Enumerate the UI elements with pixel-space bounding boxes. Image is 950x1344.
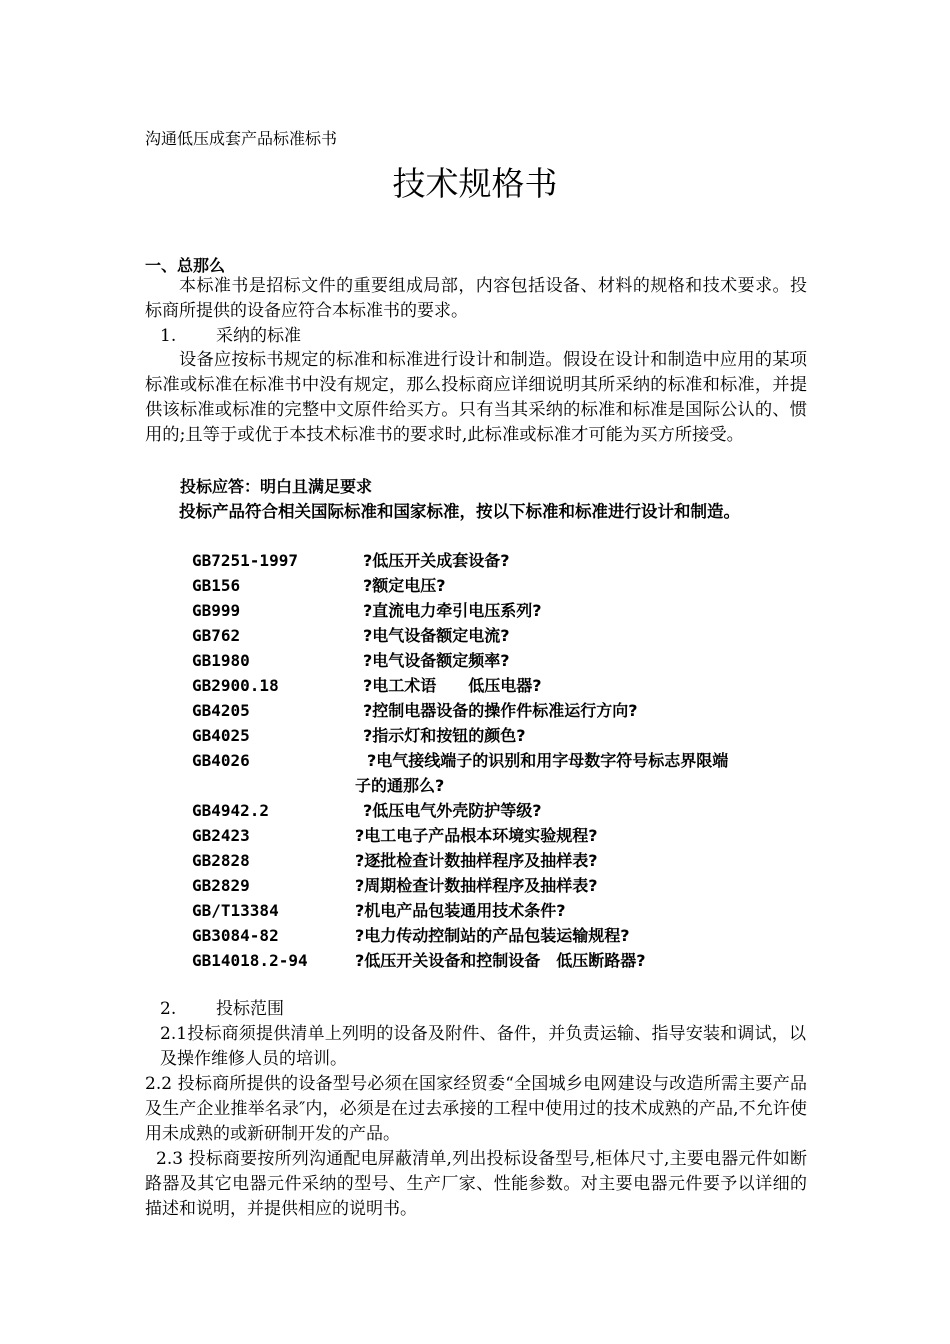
standard-name: ?低压开关设备和控制设备 低压断路器? xyxy=(355,951,646,970)
item2-1-paragraph: 2.1投标商须提供清单上列明的设备及附件、备件，并负责运输、指导安装和调试，以及操作维修人员的培训。 xyxy=(160,1024,806,1069)
standard-name: ?逐批检查计数抽样程序及抽样表? xyxy=(355,851,598,870)
intro-paragraph: 本标准书是招标文件的重要组成局部，内容包括设备、材料的规格和技术要求。投标商所提供的设备应符合本标准书的要求。 xyxy=(145,276,807,321)
standard-code: GB2828 xyxy=(192,851,250,870)
standard-code: GB3084-82 xyxy=(192,926,279,945)
standard-name: ?电工术语 低压电器? xyxy=(363,676,542,695)
standard-code: GB2423 xyxy=(192,826,250,845)
standard-name: ?额定电压? xyxy=(363,576,446,595)
standard-code: GB14018.2-94 xyxy=(192,951,308,970)
bid-response: 投标应答：明白且满足要求 xyxy=(180,477,373,496)
standard-name: ?指示灯和按钮的颜色? xyxy=(363,726,526,745)
standard-name: ?电力传动控制站的产品包装运输规程? xyxy=(355,926,630,945)
standard-name: ?控制电器设备的操作件标准运行方向? xyxy=(363,701,638,720)
standard-name: ?低压电气外壳防护等级? xyxy=(363,801,542,820)
standard-name: ?低压开关成套设备? xyxy=(363,551,510,570)
standard-code: GB2900.18 xyxy=(192,676,279,695)
standard-code: GB4026 xyxy=(192,751,250,770)
standard-code: GB1980 xyxy=(192,651,250,670)
standard-name: ?机电产品包装通用技术条件? xyxy=(355,901,566,920)
standard-name: ?电气接线端子的识别和用字母数字符号标志界限端 xyxy=(367,751,729,770)
standard-name: ?电工电子产品根本环境实验规程? xyxy=(355,826,598,845)
standard-code: GB4025 xyxy=(192,726,250,745)
standard-code: GB156 xyxy=(192,576,241,595)
standard-code: GB4205 xyxy=(192,701,250,720)
standard-name: ?电气设备额定频率? xyxy=(363,651,510,670)
standard-name: ?电气设备额定电流? xyxy=(363,626,510,645)
item2-3-paragraph: 2.3 投标商要按所列沟通配电屏蔽清单,列出投标设备型号,柜体尺寸,主要电器元件如断路器及其它电器元件采纳的型号、生产厂家、性能参数。对主要电器元件要予以详细的描述和说明，并提供相应的说明书。 xyxy=(145,1149,807,1219)
item2-heading: 投标范围 xyxy=(216,999,284,1019)
standard-code: GB999 xyxy=(192,601,241,620)
item1-number: 1. xyxy=(160,326,177,346)
document-header: 沟通低压成套产品标准标书 xyxy=(145,129,338,148)
page-title: 技术规格书 xyxy=(392,164,558,203)
item1-heading: 采纳的标准 xyxy=(216,326,301,346)
item2-2-paragraph: 2.2 投标商所提供的设备型号必须在国家经贸委“全国城乡电网建设与改造所需主要产品及生产企业推举名录″内，必须是在过去承接的工程中使用过的技术成熟的产品,不允许使用未成熟的或新研制开发的产品。 xyxy=(145,1074,807,1144)
standard-code: GB7251-1997 xyxy=(192,551,298,570)
item1-paragraph: 设备应按标书规定的标准和标准进行设计和制造。假设在设计和制造中应用的某项标准或标准在标准书中没有规定，那么投标商应详细说明其所采纳的标准和标准，并提供该标准或标准的完整中文原件给买方。只有当其采纳的标准和标准是国际公认的、惯用的;且等于或优于本技术标准书的要求时,此标准或标准才可能为买方所接受。 xyxy=(145,350,807,445)
standard-name: ?周期检查计数抽样程序及抽样表? xyxy=(355,876,598,895)
standard-code: GB2829 xyxy=(192,876,250,895)
standard-code: GB762 xyxy=(192,626,241,645)
section-heading-general: 一、总那么 xyxy=(145,256,226,275)
item2-number: 2. xyxy=(160,999,177,1019)
standard-code: GB4942.2 xyxy=(192,801,270,820)
compliance-statement: 投标产品符合相关国际标准和国家标准，按以下标准和标准进行设计和制造。 xyxy=(179,502,740,521)
standard-name: ?直流电力牵引电压系列? xyxy=(363,601,542,620)
standard-name-continued: 子的通那么? xyxy=(355,776,445,795)
standard-code: GB/T13384 xyxy=(192,901,279,920)
